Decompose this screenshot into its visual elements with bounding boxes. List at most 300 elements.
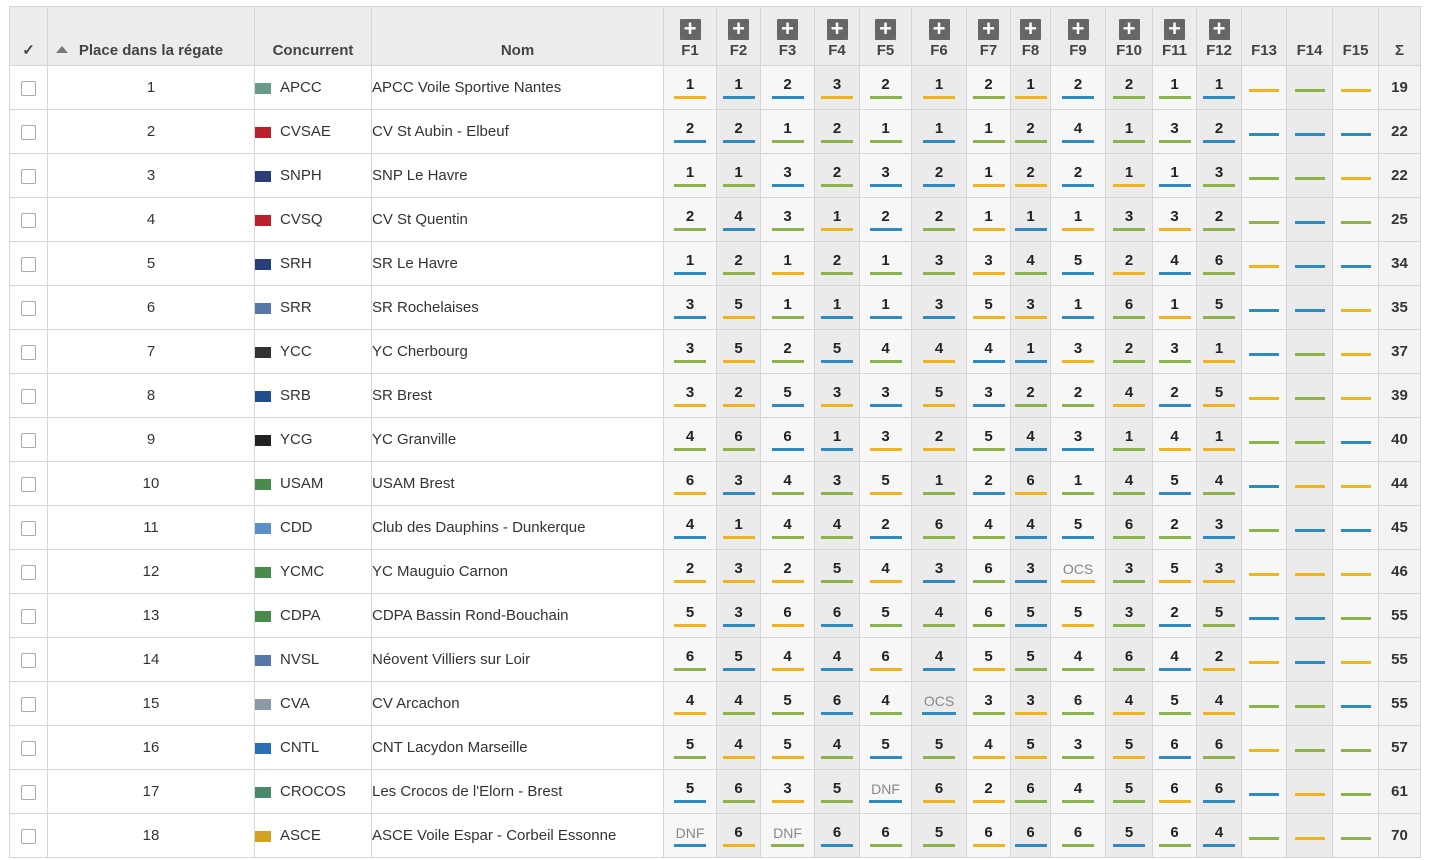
race-score-cell[interactable]	[1242, 638, 1287, 682]
race-score-cell[interactable]	[1106, 242, 1153, 286]
race-score-cell[interactable]	[912, 110, 967, 154]
race-score-cell[interactable]	[1197, 462, 1242, 506]
race-score-cell[interactable]	[860, 110, 912, 154]
race-score-cell[interactable]	[860, 506, 912, 550]
race-score-cell[interactable]	[1333, 418, 1379, 462]
race-score-cell[interactable]	[1242, 286, 1287, 330]
race-score-cell[interactable]	[1106, 66, 1153, 110]
race-score-cell[interactable]	[967, 682, 1011, 726]
race-score-cell[interactable]	[1051, 638, 1106, 682]
race-score-cell[interactable]	[1197, 770, 1242, 814]
race-score-cell[interactable]	[1106, 682, 1153, 726]
race-header-f11[interactable]	[1153, 7, 1197, 66]
race-score-cell[interactable]	[967, 242, 1011, 286]
row-checkbox[interactable]	[21, 389, 36, 404]
race-score-cell[interactable]	[1011, 726, 1051, 770]
race-score-cell[interactable]	[761, 110, 815, 154]
expand-race-plus-icon[interactable]: +	[827, 19, 848, 40]
race-score-cell[interactable]	[1287, 726, 1333, 770]
race-score-cell[interactable]	[912, 506, 967, 550]
race-score-cell[interactable]	[1333, 286, 1379, 330]
race-score-cell[interactable]	[860, 66, 912, 110]
race-score-cell[interactable]	[1333, 770, 1379, 814]
table-row[interactable]	[10, 418, 1421, 462]
race-score-cell[interactable]	[1287, 242, 1333, 286]
race-score-cell[interactable]	[664, 594, 717, 638]
race-score-cell[interactable]	[1242, 242, 1287, 286]
table-row[interactable]	[10, 154, 1421, 198]
race-score-cell[interactable]	[1153, 242, 1197, 286]
race-score-cell[interactable]	[761, 418, 815, 462]
table-row[interactable]	[10, 66, 1421, 110]
race-score-cell[interactable]	[860, 814, 912, 858]
race-score-cell[interactable]	[717, 726, 761, 770]
race-score-cell[interactable]	[912, 594, 967, 638]
race-score-cell[interactable]	[1242, 682, 1287, 726]
race-score-cell[interactable]	[1153, 330, 1197, 374]
race-header-f13[interactable]	[1242, 7, 1287, 66]
race-score-cell[interactable]	[1197, 330, 1242, 374]
race-score-cell[interactable]	[1051, 374, 1106, 418]
table-row[interactable]	[10, 638, 1421, 682]
race-score-cell[interactable]	[1333, 506, 1379, 550]
race-score-cell[interactable]	[761, 198, 815, 242]
race-score-cell[interactable]	[1051, 330, 1106, 374]
race-score-cell[interactable]	[1153, 814, 1197, 858]
race-score-cell[interactable]	[1153, 374, 1197, 418]
place-column-header[interactable]	[48, 7, 255, 66]
race-score-cell[interactable]	[1287, 550, 1333, 594]
race-score-cell[interactable]	[1011, 110, 1051, 154]
race-score-cell[interactable]	[1333, 550, 1379, 594]
race-score-cell[interactable]	[912, 462, 967, 506]
race-score-cell[interactable]	[1333, 198, 1379, 242]
race-score-cell[interactable]	[1051, 198, 1106, 242]
race-score-cell[interactable]	[664, 330, 717, 374]
race-score-cell[interactable]	[815, 506, 860, 550]
race-score-cell[interactable]	[1287, 770, 1333, 814]
race-score-cell[interactable]	[717, 550, 761, 594]
race-score-cell[interactable]	[1287, 638, 1333, 682]
expand-race-plus-icon[interactable]: +	[1164, 19, 1185, 40]
race-score-cell[interactable]	[1051, 462, 1106, 506]
race-score-cell[interactable]	[1242, 66, 1287, 110]
row-checkbox[interactable]	[21, 301, 36, 316]
race-score-cell[interactable]	[761, 506, 815, 550]
race-score-cell[interactable]	[1287, 66, 1333, 110]
race-score-cell[interactable]	[1197, 154, 1242, 198]
race-score-cell[interactable]	[717, 594, 761, 638]
race-score-cell[interactable]	[1197, 638, 1242, 682]
race-score-cell[interactable]	[1153, 638, 1197, 682]
race-score-cell[interactable]	[1153, 154, 1197, 198]
race-score-cell[interactable]	[664, 462, 717, 506]
race-score-cell[interactable]	[1106, 330, 1153, 374]
race-score-cell[interactable]	[664, 726, 717, 770]
race-score-cell[interactable]	[912, 770, 967, 814]
race-score-cell[interactable]	[912, 66, 967, 110]
race-header-f12[interactable]	[1197, 7, 1242, 66]
race-score-cell[interactable]	[815, 462, 860, 506]
race-score-cell[interactable]	[664, 418, 717, 462]
race-score-cell[interactable]	[860, 198, 912, 242]
race-score-cell[interactable]	[860, 374, 912, 418]
race-score-cell[interactable]	[815, 198, 860, 242]
race-score-cell[interactable]	[967, 374, 1011, 418]
race-score-cell[interactable]	[815, 550, 860, 594]
race-score-cell[interactable]	[761, 814, 815, 858]
expand-race-plus-icon[interactable]: +	[777, 19, 798, 40]
race-score-cell[interactable]	[1287, 814, 1333, 858]
row-checkbox[interactable]	[21, 257, 36, 272]
race-score-cell[interactable]	[761, 682, 815, 726]
race-score-cell[interactable]	[1153, 66, 1197, 110]
race-score-cell[interactable]	[1011, 330, 1051, 374]
row-checkbox[interactable]	[21, 785, 36, 800]
race-score-cell[interactable]	[1242, 330, 1287, 374]
race-score-cell[interactable]	[761, 726, 815, 770]
race-score-cell[interactable]	[1242, 506, 1287, 550]
table-row[interactable]	[10, 506, 1421, 550]
race-score-cell[interactable]	[860, 462, 912, 506]
table-row[interactable]	[10, 594, 1421, 638]
race-score-cell[interactable]	[967, 638, 1011, 682]
race-score-cell[interactable]	[1197, 550, 1242, 594]
race-score-cell[interactable]	[1106, 110, 1153, 154]
race-score-cell[interactable]	[1287, 462, 1333, 506]
race-score-cell[interactable]	[912, 330, 967, 374]
race-score-cell[interactable]	[815, 594, 860, 638]
race-score-cell[interactable]	[1287, 506, 1333, 550]
race-score-cell[interactable]	[1242, 374, 1287, 418]
race-score-cell[interactable]	[1333, 374, 1379, 418]
competitor-column-header[interactable]: Concurrent	[255, 7, 372, 66]
race-score-cell[interactable]	[967, 506, 1011, 550]
race-score-cell[interactable]	[1106, 462, 1153, 506]
race-score-cell[interactable]	[912, 638, 967, 682]
race-score-cell[interactable]	[761, 594, 815, 638]
race-score-cell[interactable]	[1011, 682, 1051, 726]
race-score-cell[interactable]	[717, 770, 761, 814]
race-score-cell[interactable]	[967, 110, 1011, 154]
race-score-cell[interactable]	[912, 154, 967, 198]
race-score-cell[interactable]	[815, 110, 860, 154]
race-header-f10[interactable]	[1106, 7, 1153, 66]
race-score-cell[interactable]	[1011, 814, 1051, 858]
race-score-cell[interactable]	[664, 682, 717, 726]
race-score-cell[interactable]	[1242, 198, 1287, 242]
race-score-cell[interactable]	[761, 242, 815, 286]
race-score-cell[interactable]	[815, 770, 860, 814]
expand-race-plus-icon[interactable]: +	[978, 19, 999, 40]
race-score-cell[interactable]	[717, 506, 761, 550]
race-score-cell[interactable]	[967, 462, 1011, 506]
table-row[interactable]	[10, 726, 1421, 770]
race-header-f3[interactable]	[761, 7, 815, 66]
race-score-cell[interactable]	[761, 154, 815, 198]
race-score-cell[interactable]	[912, 198, 967, 242]
race-score-cell[interactable]	[1333, 594, 1379, 638]
name-column-header[interactable]: Nom	[372, 7, 664, 66]
race-score-cell[interactable]	[967, 726, 1011, 770]
race-score-cell[interactable]	[860, 682, 912, 726]
race-score-cell[interactable]	[1106, 550, 1153, 594]
race-score-cell[interactable]	[717, 462, 761, 506]
race-score-cell[interactable]	[761, 374, 815, 418]
row-checkbox[interactable]	[21, 741, 36, 756]
race-score-cell[interactable]	[1197, 286, 1242, 330]
race-header-f4[interactable]	[815, 7, 860, 66]
race-score-cell[interactable]	[664, 286, 717, 330]
row-checkbox[interactable]	[21, 169, 36, 184]
race-score-cell[interactable]	[1242, 110, 1287, 154]
race-score-cell[interactable]	[1011, 462, 1051, 506]
race-score-cell[interactable]	[664, 110, 717, 154]
race-score-cell[interactable]	[912, 726, 967, 770]
race-score-cell[interactable]	[860, 286, 912, 330]
expand-race-plus-icon[interactable]: +	[929, 19, 950, 40]
race-header-f6[interactable]	[912, 7, 967, 66]
race-score-cell[interactable]	[1051, 66, 1106, 110]
race-header-f5[interactable]	[860, 7, 912, 66]
race-score-cell[interactable]	[967, 198, 1011, 242]
expand-race-plus-icon[interactable]: +	[1209, 19, 1230, 40]
race-score-cell[interactable]	[761, 550, 815, 594]
race-score-cell[interactable]	[1106, 154, 1153, 198]
race-score-cell[interactable]	[1242, 154, 1287, 198]
race-score-cell[interactable]	[1106, 770, 1153, 814]
race-score-cell[interactable]	[815, 726, 860, 770]
race-score-cell[interactable]	[1242, 550, 1287, 594]
race-score-cell[interactable]	[664, 66, 717, 110]
table-row[interactable]	[10, 286, 1421, 330]
race-score-cell[interactable]	[912, 682, 967, 726]
race-score-cell[interactable]	[815, 242, 860, 286]
table-row[interactable]	[10, 550, 1421, 594]
race-score-cell[interactable]	[860, 330, 912, 374]
race-score-cell[interactable]	[1333, 110, 1379, 154]
table-row[interactable]	[10, 198, 1421, 242]
race-score-cell[interactable]	[1197, 682, 1242, 726]
table-row[interactable]	[10, 770, 1421, 814]
race-score-cell[interactable]	[664, 374, 717, 418]
race-score-cell[interactable]	[815, 682, 860, 726]
row-checkbox[interactable]	[21, 521, 36, 536]
race-score-cell[interactable]	[1051, 242, 1106, 286]
select-all-header[interactable]: ✓	[10, 7, 48, 66]
race-score-cell[interactable]	[1011, 770, 1051, 814]
race-score-cell[interactable]	[815, 286, 860, 330]
race-score-cell[interactable]	[717, 198, 761, 242]
race-score-cell[interactable]	[967, 66, 1011, 110]
race-score-cell[interactable]	[860, 594, 912, 638]
race-score-cell[interactable]	[967, 550, 1011, 594]
race-header-f9[interactable]	[1051, 7, 1106, 66]
race-score-cell[interactable]	[1051, 286, 1106, 330]
expand-race-plus-icon[interactable]: +	[875, 19, 896, 40]
race-score-cell[interactable]	[1197, 506, 1242, 550]
race-header-f8[interactable]	[1011, 7, 1051, 66]
race-score-cell[interactable]	[761, 330, 815, 374]
race-score-cell[interactable]	[1197, 66, 1242, 110]
race-score-cell[interactable]	[1153, 462, 1197, 506]
race-score-cell[interactable]	[1153, 770, 1197, 814]
race-score-cell[interactable]	[967, 418, 1011, 462]
race-score-cell[interactable]	[1106, 726, 1153, 770]
race-score-cell[interactable]	[1333, 638, 1379, 682]
race-score-cell[interactable]	[1333, 330, 1379, 374]
race-score-cell[interactable]	[860, 550, 912, 594]
race-score-cell[interactable]	[1011, 198, 1051, 242]
race-score-cell[interactable]	[1242, 726, 1287, 770]
row-checkbox[interactable]	[21, 345, 36, 360]
race-score-cell[interactable]	[717, 374, 761, 418]
race-score-cell[interactable]	[912, 814, 967, 858]
race-score-cell[interactable]	[664, 814, 717, 858]
race-score-cell[interactable]	[1287, 682, 1333, 726]
race-score-cell[interactable]	[967, 770, 1011, 814]
race-score-cell[interactable]	[1333, 814, 1379, 858]
race-score-cell[interactable]	[717, 154, 761, 198]
race-score-cell[interactable]	[717, 418, 761, 462]
race-score-cell[interactable]	[1333, 682, 1379, 726]
row-checkbox[interactable]	[21, 213, 36, 228]
race-score-cell[interactable]	[1011, 418, 1051, 462]
row-checkbox[interactable]	[21, 125, 36, 140]
race-score-cell[interactable]	[717, 814, 761, 858]
race-score-cell[interactable]	[1197, 814, 1242, 858]
expand-race-plus-icon[interactable]: +	[1020, 19, 1041, 40]
table-row[interactable]	[10, 814, 1421, 858]
race-score-cell[interactable]	[1051, 726, 1106, 770]
race-score-cell[interactable]	[1051, 506, 1106, 550]
race-score-cell[interactable]	[664, 770, 717, 814]
race-score-cell[interactable]	[664, 550, 717, 594]
race-score-cell[interactable]	[1106, 594, 1153, 638]
race-score-cell[interactable]	[1153, 726, 1197, 770]
race-score-cell[interactable]	[761, 286, 815, 330]
race-score-cell[interactable]	[1051, 550, 1106, 594]
race-score-cell[interactable]	[967, 594, 1011, 638]
sort-ascending-icon[interactable]	[56, 46, 68, 53]
race-score-cell[interactable]	[815, 814, 860, 858]
race-score-cell[interactable]	[1051, 770, 1106, 814]
race-score-cell[interactable]	[1106, 814, 1153, 858]
expand-race-plus-icon[interactable]: +	[728, 19, 749, 40]
race-score-cell[interactable]	[1242, 814, 1287, 858]
race-score-cell[interactable]	[1011, 638, 1051, 682]
race-score-cell[interactable]	[717, 682, 761, 726]
race-score-cell[interactable]	[717, 66, 761, 110]
race-score-cell[interactable]	[912, 286, 967, 330]
race-score-cell[interactable]	[1333, 66, 1379, 110]
table-row[interactable]	[10, 682, 1421, 726]
race-score-cell[interactable]	[1106, 286, 1153, 330]
race-score-cell[interactable]	[1011, 550, 1051, 594]
race-score-cell[interactable]	[1287, 594, 1333, 638]
expand-race-plus-icon[interactable]: +	[680, 19, 701, 40]
race-score-cell[interactable]	[912, 374, 967, 418]
race-header-f7[interactable]	[967, 7, 1011, 66]
race-score-cell[interactable]	[860, 726, 912, 770]
race-score-cell[interactable]	[1153, 506, 1197, 550]
race-score-cell[interactable]	[717, 110, 761, 154]
race-score-cell[interactable]	[1011, 286, 1051, 330]
table-row[interactable]	[10, 462, 1421, 506]
race-score-cell[interactable]	[1242, 594, 1287, 638]
race-score-cell[interactable]	[1287, 286, 1333, 330]
race-score-cell[interactable]	[717, 330, 761, 374]
table-row[interactable]	[10, 330, 1421, 374]
total-column-header[interactable]: Σ	[1379, 7, 1421, 66]
race-score-cell[interactable]	[1051, 154, 1106, 198]
race-score-cell[interactable]	[1197, 726, 1242, 770]
row-checkbox[interactable]	[21, 697, 36, 712]
race-score-cell[interactable]	[1153, 286, 1197, 330]
race-score-cell[interactable]	[1242, 770, 1287, 814]
race-score-cell[interactable]	[664, 154, 717, 198]
race-score-cell[interactable]	[1242, 418, 1287, 462]
race-score-cell[interactable]	[815, 330, 860, 374]
race-score-cell[interactable]	[717, 242, 761, 286]
expand-race-plus-icon[interactable]: +	[1068, 19, 1089, 40]
race-score-cell[interactable]	[1011, 594, 1051, 638]
race-score-cell[interactable]	[761, 638, 815, 682]
race-score-cell[interactable]	[1106, 418, 1153, 462]
race-score-cell[interactable]	[1333, 726, 1379, 770]
race-score-cell[interactable]	[1051, 110, 1106, 154]
race-score-cell[interactable]	[1242, 462, 1287, 506]
race-score-cell[interactable]	[912, 242, 967, 286]
race-score-cell[interactable]	[860, 770, 912, 814]
race-header-f1[interactable]	[664, 7, 717, 66]
race-score-cell[interactable]	[1197, 594, 1242, 638]
race-score-cell[interactable]	[1011, 374, 1051, 418]
race-score-cell[interactable]	[1287, 374, 1333, 418]
race-score-cell[interactable]	[761, 66, 815, 110]
race-score-cell[interactable]	[1153, 418, 1197, 462]
race-score-cell[interactable]	[1106, 374, 1153, 418]
race-score-cell[interactable]	[1051, 682, 1106, 726]
race-score-cell[interactable]	[664, 242, 717, 286]
race-score-cell[interactable]	[1153, 550, 1197, 594]
race-score-cell[interactable]	[1153, 682, 1197, 726]
race-score-cell[interactable]	[1287, 110, 1333, 154]
race-score-cell[interactable]	[761, 770, 815, 814]
row-checkbox[interactable]	[21, 477, 36, 492]
race-score-cell[interactable]	[1287, 154, 1333, 198]
race-score-cell[interactable]	[912, 418, 967, 462]
race-score-cell[interactable]	[1011, 506, 1051, 550]
race-header-f2[interactable]	[717, 7, 761, 66]
table-row[interactable]	[10, 374, 1421, 418]
race-score-cell[interactable]	[967, 286, 1011, 330]
race-score-cell[interactable]	[860, 242, 912, 286]
race-score-cell[interactable]	[1106, 506, 1153, 550]
race-header-f14[interactable]	[1287, 7, 1333, 66]
race-score-cell[interactable]	[1333, 154, 1379, 198]
race-score-cell[interactable]	[967, 814, 1011, 858]
table-row[interactable]	[10, 110, 1421, 154]
race-score-cell[interactable]	[1197, 374, 1242, 418]
race-score-cell[interactable]	[815, 154, 860, 198]
race-header-f15[interactable]	[1333, 7, 1379, 66]
race-score-cell[interactable]	[1287, 330, 1333, 374]
expand-race-plus-icon[interactable]: +	[1119, 19, 1140, 40]
race-score-cell[interactable]	[967, 330, 1011, 374]
race-score-cell[interactable]	[664, 638, 717, 682]
race-score-cell[interactable]	[664, 506, 717, 550]
